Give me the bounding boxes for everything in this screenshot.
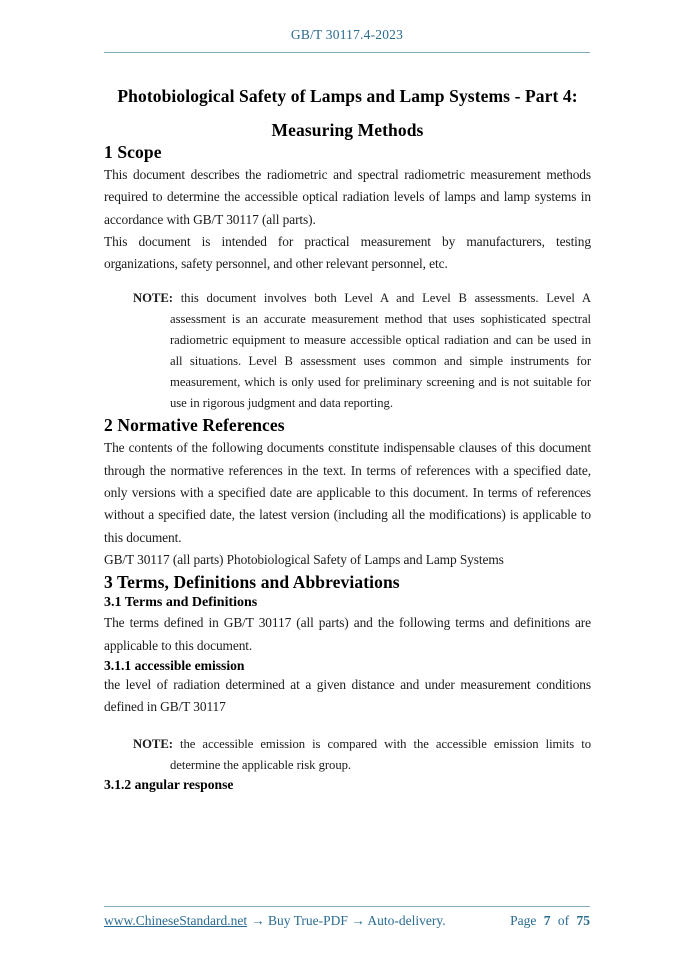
term-heading-angular-response: 3.1.2 angular response (104, 777, 234, 793)
doc-title-line2: Measuring Methods (271, 120, 424, 140)
doc-title-line1: Photobiological Safety of Lamps and Lamp Systems - Part 4: (117, 86, 578, 106)
page-label: Page (510, 913, 537, 928)
section-heading-normative-references: 2 Normative References (104, 415, 285, 436)
scope-paragraph-2: This document is intended for practical measurement by manufacturers, testing organizations, safety personnel, and other relevant personnel, etc. (104, 233, 591, 272)
subsection-heading-terms-definitions: 3.1 Terms and Definitions (104, 595, 258, 611)
footer-branding (104, 913, 446, 929)
section-heading-terms: 3 Terms, Definitions and Abbreviations (104, 572, 400, 593)
page-footer (104, 913, 590, 929)
doc-number: GB/T 30117.4-2023 (290, 27, 404, 42)
scope-note (104, 288, 591, 414)
scope-paragraph-1: This document describes the radiometric and spectral radiometric measurement methods required to determine the accessible optical radiation levels of lamps and lamp systems in accordance with GB/T 30117 (all parts). (104, 167, 591, 227)
document-content (104, 0, 591, 793)
chinesestandard-link[interactable]: www.ChineseStandard.net (104, 913, 248, 928)
normative-paragraph-1: The contents of the following documents constitute indispensable clauses of this document through the normative references in the text. In terms of references with a specified date, only versions with a specified date are applicable to this document. In terms of references without a specified date, the latest version (including all the modifications) is applicable to this document. (104, 440, 591, 545)
page-current: 7 (543, 913, 551, 928)
normative-reference-entry: GB/T 30117 (all parts) Photobiological Safety of Lamps and Lamp Systems (104, 551, 504, 567)
term-note-accessible-emission (104, 734, 591, 776)
footer-tagline: → Buy True-PDF → Auto-delivery. (251, 913, 446, 928)
note-text: this document involves both Level A and Level B assessments. Level A assessment is an accurate measurement method that uses sophisticated spectral radiometric equipment to measure accessible optical radiation and can be used in all situations. Level B assessment uses common and simple instruments for measurement, which is only used for preliminary screening and is not suitable for use in rigorous judgment and data reporting. (170, 291, 592, 411)
footer-rule (104, 906, 590, 907)
term-heading-accessible-emission: 3.1.1 accessible emission (104, 657, 245, 673)
section-heading-scope: 1 Scope (104, 142, 162, 162)
note-label: NOTE: (133, 737, 173, 752)
note-text: the accessible emission is compared with the accessible emission limits to determine the applicable risk group. (170, 737, 591, 773)
term-definition-accessible-emission: the level of radiation determined at a given distance and under measurement conditions defined in GB/T 30117 (104, 676, 591, 715)
terms-paragraph-1: The terms defined in GB/T 30117 (all parts) and the following terms and definitions are applicable to this document. (104, 615, 591, 653)
page-total: 75 (576, 913, 590, 928)
of-label: of (557, 913, 570, 928)
note-label: NOTE: (133, 291, 173, 306)
page-indicator (506, 913, 590, 929)
